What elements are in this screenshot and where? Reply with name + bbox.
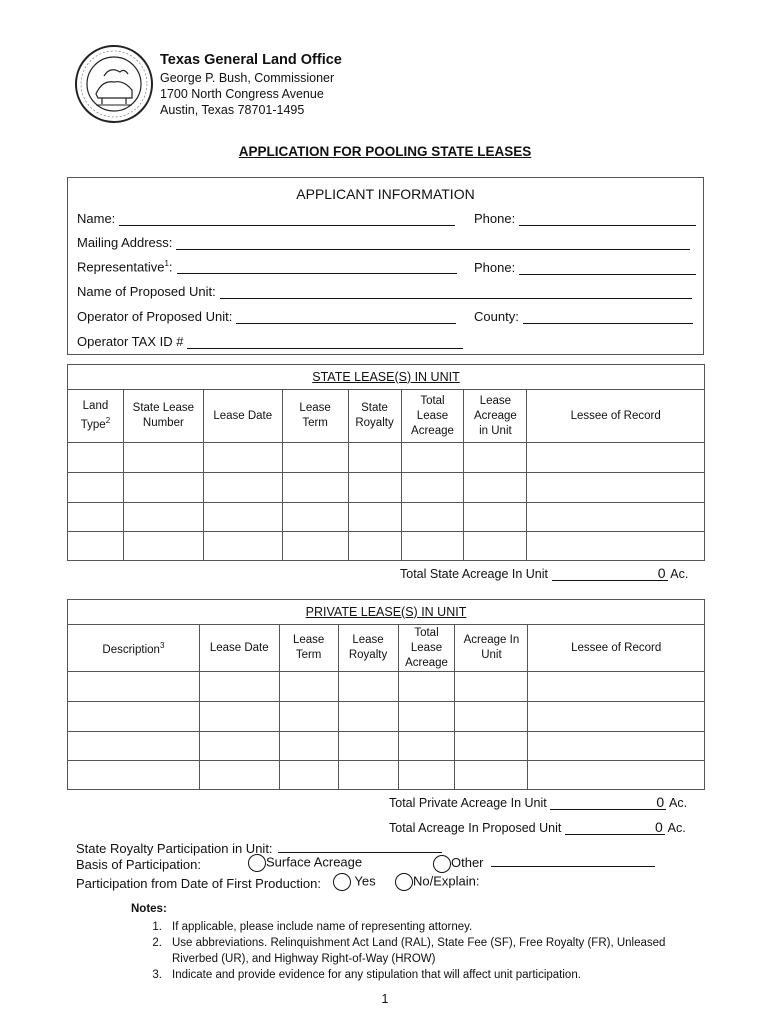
phone-field[interactable] — [519, 213, 696, 226]
col-lease-date: Lease Date — [203, 390, 282, 443]
table-row[interactable] — [68, 532, 705, 561]
total-proposed-acreage-unit: Ac. — [667, 821, 686, 835]
col-lease-royalty: Lease Royalty — [338, 625, 398, 672]
col-description: Description$^3$ — [68, 625, 200, 672]
unit-name-field[interactable] — [220, 286, 692, 299]
no-explain-label: No/Explain: — [413, 873, 480, 889]
yes-option[interactable] — [333, 873, 376, 891]
col-lease-term: Lease Term — [282, 390, 348, 443]
col-lease-acreage-in-unit: Lease Acreage in Unit — [464, 390, 527, 443]
mailing-address-field[interactable] — [176, 237, 690, 250]
name-label: Name: — [77, 211, 116, 226]
table-row[interactable] — [68, 672, 705, 702]
total-state-acreage-label: Total State Acreage In Unit — [400, 567, 549, 581]
yes-radio[interactable] — [333, 873, 351, 891]
mailing-address-row — [77, 235, 690, 250]
operator-label: Operator of Proposed Unit: — [77, 309, 233, 324]
other-label: Other — [451, 855, 484, 870]
col-total-lease-acreage: Total Lease Acreage — [401, 390, 464, 443]
state-table-caption: STATE LEASE(S) IN UNIT — [68, 365, 705, 390]
tax-id-field[interactable] — [187, 336, 463, 349]
county-row — [474, 309, 693, 324]
total-private-acreage-value[interactable]: 0 — [550, 795, 666, 810]
representative-field[interactable] — [177, 261, 457, 274]
participation-date-row — [76, 876, 321, 891]
total-proposed-acreage-line — [389, 820, 686, 835]
representative-label: Representative$^1$: — [77, 259, 173, 275]
total-state-acreage-line — [400, 566, 688, 581]
table-row[interactable] — [68, 443, 705, 473]
notes-section — [131, 903, 672, 983]
private-table-caption: PRIVATE LEASE(S) IN UNIT — [68, 600, 705, 625]
phone2-row — [474, 260, 696, 275]
surface-acreage-radio[interactable] — [248, 854, 266, 872]
total-proposed-acreage-value[interactable]: 0 — [565, 820, 665, 835]
representative-row — [77, 259, 457, 274]
surface-acreage-label: Surface Acreage — [266, 854, 363, 870]
notes-title: Notes: — [131, 903, 167, 915]
col-lease-term: Lease Term — [279, 625, 338, 672]
state-leases-table — [67, 364, 705, 561]
col-lessee-of-record: Lessee of Record — [528, 625, 705, 672]
total-state-acreage-value[interactable]: 0 — [552, 566, 668, 581]
name-field[interactable] — [119, 213, 455, 226]
table-row[interactable] — [68, 473, 705, 503]
form-title: APPLICATION FOR POOLING STATE LEASES — [238, 144, 532, 159]
surface-acreage-option[interactable] — [248, 854, 362, 872]
private-table-header-row — [68, 625, 705, 672]
other-field[interactable] — [491, 854, 655, 867]
other-option[interactable] — [433, 854, 655, 873]
table-row[interactable] — [68, 761, 705, 790]
operator-row — [77, 309, 456, 324]
note-item: 3. Indicate and provide evidence for any stipulation that will affect unit participation. — [152, 969, 581, 981]
texas-glo-seal-logo — [74, 44, 154, 124]
county-label: County: — [474, 309, 519, 324]
unit-name-label: Name of Proposed Unit: — [77, 284, 216, 299]
col-state-lease-number: State Lease Number — [123, 390, 203, 443]
county-field[interactable] — [523, 311, 693, 324]
agency-name: Texas General Land Office — [160, 52, 342, 68]
operator-field[interactable] — [236, 311, 456, 324]
private-leases-table — [67, 599, 705, 790]
address-line-1: 1700 North Congress Avenue — [160, 87, 324, 101]
basis-of-participation-row — [76, 857, 201, 872]
total-private-acreage-label: Total Private Acreage In Unit — [389, 796, 547, 810]
state-royalty-participation-label: State Royalty Participation in Unit: — [76, 841, 273, 856]
note-item: 1. If applicable, please include name of representing attorney. — [152, 921, 473, 933]
total-state-acreage-unit: Ac. — [670, 567, 689, 581]
participation-date-label: Participation from Date of First Production: — [76, 876, 321, 891]
state-table-header-row — [68, 390, 705, 443]
col-total-lease-acreage: Total Lease Acreage — [398, 625, 455, 672]
phone-label: Phone: — [474, 211, 516, 226]
col-land-type: Land Type$^2$ — [68, 390, 124, 443]
tax-id-row — [77, 334, 463, 349]
phone2-label: Phone: — [474, 260, 516, 275]
no-explain-option[interactable] — [395, 873, 479, 891]
tax-id-label: Operator TAX ID # — [77, 334, 184, 349]
page-number: 1 — [381, 992, 389, 1006]
phone2-field[interactable] — [519, 262, 696, 275]
col-lease-date: Lease Date — [199, 625, 279, 672]
commissioner-line: George P. Bush, Commissioner — [160, 71, 335, 85]
address-line-2: Austin, Texas 78701-1495 — [160, 103, 305, 117]
applicant-heading: APPLICANT INFORMATION — [296, 186, 475, 202]
note-item: 2. Use abbreviations. Relinquishment Act Land (RAL), State Fee (SF), Free Royalty (FR), Unleased Riverbed (UR), and Highway Right-of-Way (HROW) — [152, 937, 666, 965]
no-explain-radio[interactable] — [395, 873, 413, 891]
table-row[interactable] — [68, 732, 705, 761]
mailing-address-label: Mailing Address: — [77, 235, 173, 250]
agency-address-block — [160, 52, 342, 118]
col-lessee-of-record: Lessee of Record — [527, 390, 705, 443]
total-proposed-acreage-label: Total Acreage In Proposed Unit — [389, 821, 562, 835]
applicant-information-section — [67, 177, 704, 355]
table-row[interactable] — [68, 702, 705, 732]
total-private-acreage-unit: Ac. — [669, 796, 688, 810]
yes-label: Yes — [354, 873, 376, 889]
name-row — [77, 211, 455, 226]
basis-of-participation-label: Basis of Participation: — [76, 857, 202, 872]
col-acreage-in-unit: Acreage In Unit — [455, 625, 528, 672]
col-state-royalty: State Royalty — [348, 390, 401, 443]
state-royalty-participation-field[interactable] — [278, 840, 442, 853]
other-radio[interactable] — [433, 855, 451, 873]
total-private-acreage-line — [389, 795, 687, 810]
table-row[interactable] — [68, 503, 705, 532]
phone-row — [474, 211, 696, 226]
unit-name-row — [77, 284, 692, 299]
